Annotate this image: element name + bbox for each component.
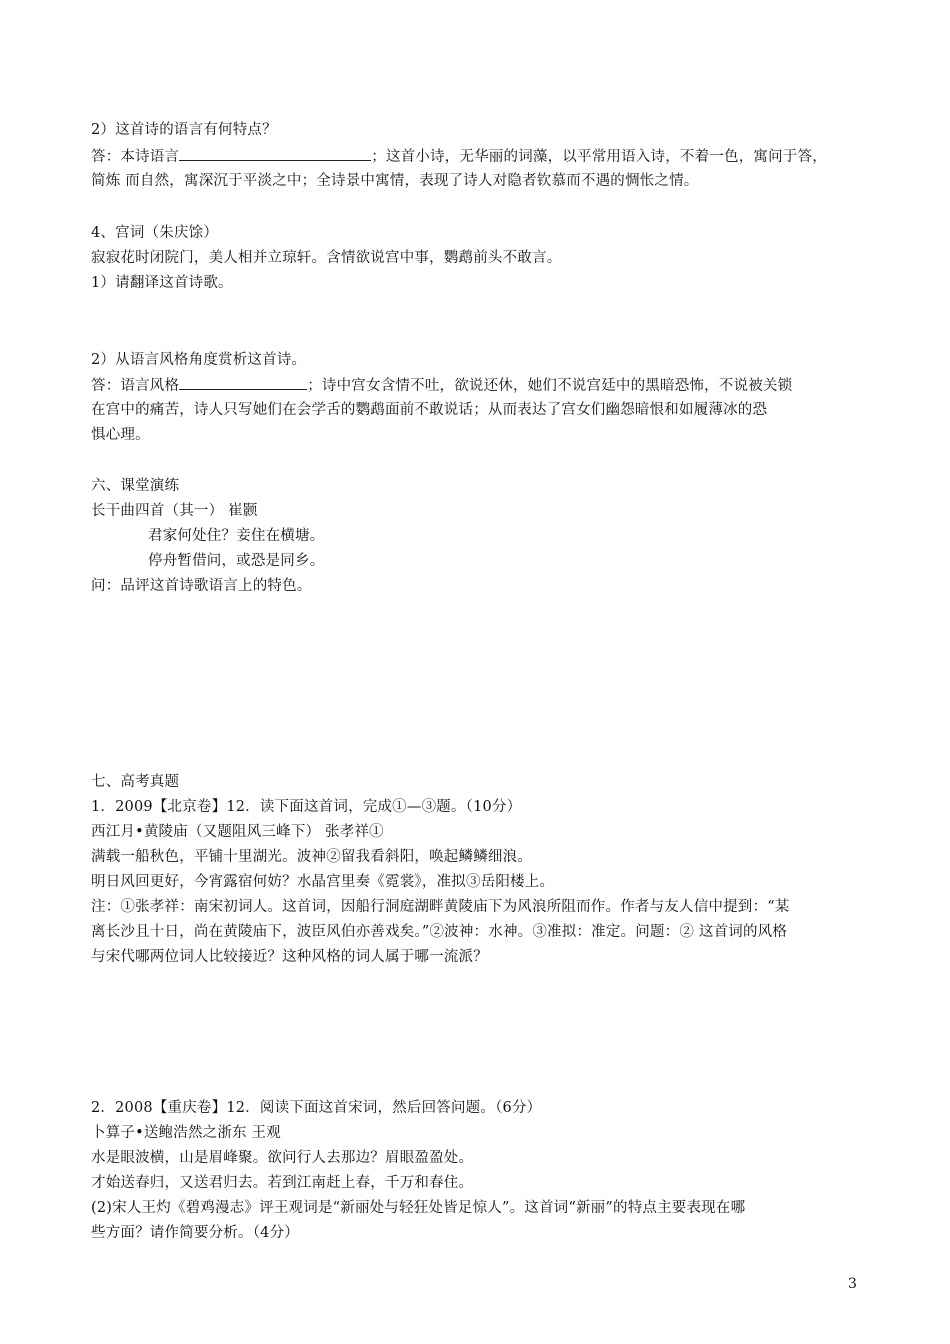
question-2: 2）从语言风格角度赏析这首诗。: [91, 352, 307, 368]
answer-continuation: 简炼 而自然，寓深沉于平淡之中；全诗景中寓情，表现了诗人对隐者钦慕而不遇的惆怅之情。: [91, 173, 699, 189]
section-heading: 七、高考真题: [91, 774, 180, 790]
note-text: 离长沙且十日，尚在黄陵庙下，波臣风伯亦善戏矣。”②波神：水神。③准拟：准定。问题：② 这首词的风格: [91, 924, 788, 940]
page-number: 3: [848, 1276, 857, 1292]
question-1: 1）请翻译这首诗歌。: [91, 275, 233, 291]
answer-text: ；诗中宫女含情不吐，欲说还休，她们不说宫廷中的黑暗恐怖，不说被关锁: [307, 378, 793, 394]
poem-line: 满载一船秋色，平铺十里湖光。波神②留我看斜阳，唤起鳞鳞细浪。: [91, 849, 532, 865]
answer-line: [91, 146, 871, 167]
fill-in-blank: [179, 375, 307, 390]
poem-title: 4、宫词（朱庆馀）: [91, 225, 219, 241]
answer-line: [91, 375, 871, 396]
poem-text: 寂寂花时闭院门，美人相并立琼轩。含情欲说宫中事，鹦鹉前头不敢言。: [91, 250, 562, 266]
poem-title: 长干曲四首（其一） 崔颢: [91, 503, 258, 519]
question: 问：品评这首诗歌语言上的特色。: [91, 578, 312, 594]
section-heading: 六、课堂演练: [91, 478, 180, 494]
poem-title: 西江月•黄陵庙（又题阻风三峰下） 张孝祥①: [91, 824, 384, 840]
note-text: 注：①张孝祥：南宋初词人。这首词，因船行洞庭湖畔黄陵庙下为风浪所阻而作。作者与友人信中提到：“某: [91, 899, 790, 915]
answer-prefix: 答：语言风格: [91, 378, 180, 394]
answer-prefix: 答：本诗语言: [91, 149, 180, 165]
question: 些方面？请作简要分析。（4分）: [91, 1225, 299, 1241]
answer-continuation: 在宫中的痛苦，诗人只写她们在会学舌的鹦鹉面前不敢说话；从而表达了宫女们幽怨暗恨和如履薄冰的恐: [91, 402, 768, 418]
poem-title: 卜算子•送鲍浩然之浙东 王观: [91, 1125, 281, 1141]
poem-line: 水是眼波横，山是眉峰聚。欲问行人去那边？眉眼盈盈处。: [91, 1150, 474, 1166]
question-2-heading: 2）这首诗的语言有何特点？: [91, 122, 277, 138]
poem-line: 才始送春归，又送君归去。若到江南赶上春，千万和春住。: [91, 1175, 474, 1191]
exam-question-header: 2．2008【重庆卷】12．阅读下面这首宋词，然后回答问题。（6分）: [91, 1100, 542, 1116]
answer-text: ；这首小诗，无华丽的词藻，以平常用语入诗，不着一色，寓问于答，: [371, 149, 827, 165]
exam-question-header: 1．2009【北京卷】12．读下面这首词，完成①—③题。（10分）: [91, 799, 522, 815]
poem-line: 君家何处住？妾住在横塘。: [148, 528, 325, 544]
poem-line: 明日风回更好，今宵露宿何妨？水晶宫里奏《霓裳》，准拟③岳阳楼上。: [91, 874, 555, 890]
answer-continuation: 惧心理。: [91, 427, 150, 443]
poem-line: 停舟暂借问，或恐是同乡。: [148, 553, 325, 569]
question: (2)宋人王灼《碧鸡漫志》评王观词是“新丽处与轻狂处皆足惊人”。这首词“新丽”的特点主要表现在哪: [91, 1200, 746, 1216]
note-text: 与宋代哪两位词人比较接近？这种风格的词人属于哪一流派？: [91, 949, 488, 965]
fill-in-blank: [179, 146, 371, 161]
